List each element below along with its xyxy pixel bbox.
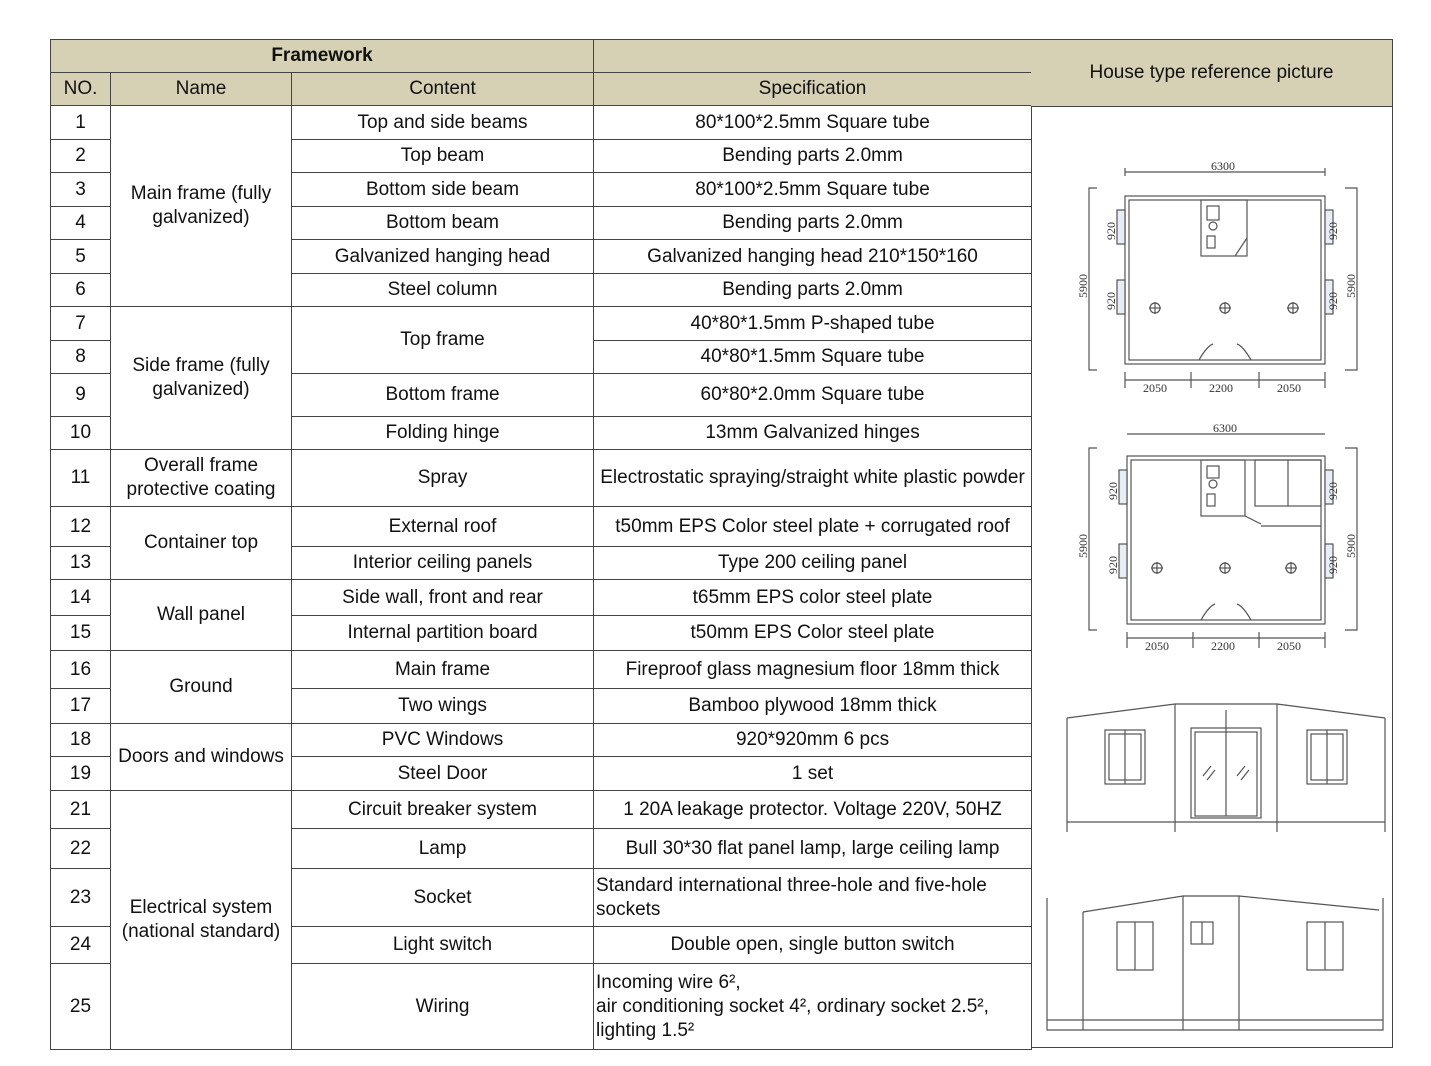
group-name: Side frame (fully galvanized) [111, 307, 292, 450]
row-spec: Incoming wire 6², air conditioning socket 4², ordinary socket 2.5², lighting 1.5² [594, 964, 1032, 1050]
row-content: Main frame [292, 651, 594, 689]
table-row [51, 507, 1032, 547]
row-content: Internal partition board [292, 616, 594, 651]
row-spec: Type 200 ceiling panel [594, 547, 1032, 580]
row-content: External roof [292, 507, 594, 547]
row-no: 16 [51, 651, 111, 689]
plan1-bottom-left: 2050 [1143, 381, 1167, 395]
row-content: Bottom frame [292, 374, 594, 417]
row-no: 1 [51, 106, 111, 140]
row-spec: t50mm EPS Color steel plate + corrugated roof [594, 507, 1032, 547]
plan2-bottom-left: 2050 [1145, 639, 1169, 653]
plan1-window-dim-3: 920 [1326, 222, 1340, 240]
row-content: Side wall, front and rear [292, 580, 594, 616]
row-content: Steel Door [292, 757, 594, 791]
row-no: 25 [51, 964, 111, 1050]
plan2-height-dim-right: 5900 [1344, 534, 1358, 558]
row-no: 9 [51, 374, 111, 417]
row-no: 21 [51, 791, 111, 829]
row-no: 23 [51, 869, 111, 927]
row-spec: 13mm Galvanized hinges [594, 417, 1032, 450]
plan2-window-dim-3: 920 [1326, 482, 1340, 500]
front-elevation [1065, 700, 1387, 836]
row-no: 14 [51, 580, 111, 616]
row-no: 15 [51, 616, 111, 651]
plan1-window-dim-2: 920 [1104, 292, 1118, 310]
row-spec: Bamboo plywood 18mm thick [594, 689, 1032, 724]
specification-header: Specification [594, 73, 1032, 106]
row-content: Bottom side beam [292, 173, 594, 207]
row-no: 5 [51, 240, 111, 274]
table-row [51, 724, 1032, 757]
row-content: Steel column [292, 274, 594, 307]
row-spec: 1 set [594, 757, 1032, 791]
row-no: 13 [51, 547, 111, 580]
row-no: 19 [51, 757, 111, 791]
plan1-height-dim-left: 5900 [1076, 274, 1090, 298]
row-no: 22 [51, 829, 111, 869]
name-header: Name [111, 73, 292, 106]
row-spec: 40*80*1.5mm Square tube [594, 341, 1032, 374]
row-spec: 40*80*1.5mm P-shaped tube [594, 307, 1032, 341]
pictures-header: House type reference picture [1031, 40, 1392, 107]
row-spec: Fireproof glass magnesium floor 18mm thick [594, 651, 1032, 689]
group-name: Electrical system (national standard) [111, 791, 292, 1050]
row-content: Wiring [292, 964, 594, 1050]
table-row [51, 307, 1032, 341]
row-spec: Electrostatic spraying/straight white plastic powder [594, 450, 1032, 507]
group-name: Ground [111, 651, 292, 724]
row-content: Folding hinge [292, 417, 594, 450]
row-content: Top beam [292, 140, 594, 173]
row-no: 12 [51, 507, 111, 547]
table-row [51, 580, 1032, 616]
group-name: Wall panel [111, 580, 292, 651]
group-name: Main frame (fully galvanized) [111, 106, 292, 307]
plan1-width-dim: 6300 [1211, 159, 1235, 173]
row-content: Spray [292, 450, 594, 507]
table-row [51, 791, 1032, 829]
plan2-width-dim: 6300 [1213, 421, 1237, 435]
row-content: Top frame [292, 307, 594, 374]
plan1-window-dim-4: 920 [1326, 292, 1340, 310]
row-content: Interior ceiling panels [292, 547, 594, 580]
row-content: Light switch [292, 927, 594, 964]
plan1-height-dim-right: 5900 [1344, 274, 1358, 298]
row-no: 3 [51, 173, 111, 207]
plan2-window-dim-1: 920 [1106, 482, 1120, 500]
plan2-window-dim-4: 920 [1326, 556, 1340, 574]
plan1-window-dim-1: 920 [1104, 222, 1118, 240]
spec-sheet [50, 39, 1393, 1048]
group-name: Overall frame protective coating [111, 450, 292, 507]
row-content: Socket [292, 869, 594, 927]
row-no: 6 [51, 274, 111, 307]
plan2-window-dim-2: 920 [1106, 556, 1120, 574]
row-spec: 60*80*2.0mm Square tube [594, 374, 1032, 417]
plan1-bottom-right: 2050 [1277, 381, 1301, 395]
row-no: 8 [51, 341, 111, 374]
row-content: Two wings [292, 689, 594, 724]
group-name: Container top [111, 507, 292, 580]
row-spec: Double open, single button switch [594, 927, 1032, 964]
row-content: Circuit breaker system [292, 791, 594, 829]
row-spec: Galvanized hanging head 210*150*160 [594, 240, 1032, 274]
table-row [51, 450, 1032, 507]
row-spec: t50mm EPS Color steel plate [594, 616, 1032, 651]
table-row [51, 651, 1032, 689]
row-content: Galvanized hanging head [292, 240, 594, 274]
spec-table [50, 39, 1032, 1050]
row-no: 24 [51, 927, 111, 964]
plan2-bottom-right: 2050 [1277, 639, 1301, 653]
floor-plan-2 [1076, 421, 1373, 654]
row-content: Lamp [292, 829, 594, 869]
row-content: PVC Windows [292, 724, 594, 757]
framework-header: Framework [51, 40, 594, 73]
row-no: 2 [51, 140, 111, 173]
group-name: Doors and windows [111, 724, 292, 791]
side-elevation [1043, 888, 1387, 1040]
plan2-height-dim-left: 5900 [1076, 534, 1090, 558]
blank-header [594, 40, 1032, 73]
row-no: 17 [51, 689, 111, 724]
row-spec: Bull 30*30 flat panel lamp, large ceiling lamp [594, 829, 1032, 869]
row-no: 11 [51, 450, 111, 507]
row-spec: Bending parts 2.0mm [594, 140, 1032, 173]
row-spec: 80*100*2.5mm Square tube [594, 106, 1032, 140]
row-spec: 1 20A leakage protector. Voltage 220V, 50HZ [594, 791, 1032, 829]
row-spec: Bending parts 2.0mm [594, 207, 1032, 240]
content-header: Content [292, 73, 594, 106]
row-content: Bottom beam [292, 207, 594, 240]
row-no: 18 [51, 724, 111, 757]
row-spec: Standard international three-hole and five-hole sockets [594, 869, 1032, 927]
table-row [51, 106, 1032, 140]
plan2-bottom-mid: 2200 [1211, 639, 1235, 653]
row-spec: t65mm EPS color steel plate [594, 580, 1032, 616]
row-no: 7 [51, 307, 111, 341]
reference-pictures-column [1031, 39, 1393, 1048]
row-spec: 80*100*2.5mm Square tube [594, 173, 1032, 207]
row-no: 4 [51, 207, 111, 240]
row-spec: 920*920mm 6 pcs [594, 724, 1032, 757]
plan1-bottom-mid: 2200 [1209, 381, 1233, 395]
row-no: 10 [51, 417, 111, 450]
no-header: NO. [51, 73, 111, 106]
floor-plan-1 [1076, 158, 1373, 398]
row-spec: Bending parts 2.0mm [594, 274, 1032, 307]
row-content: Top and side beams [292, 106, 594, 140]
